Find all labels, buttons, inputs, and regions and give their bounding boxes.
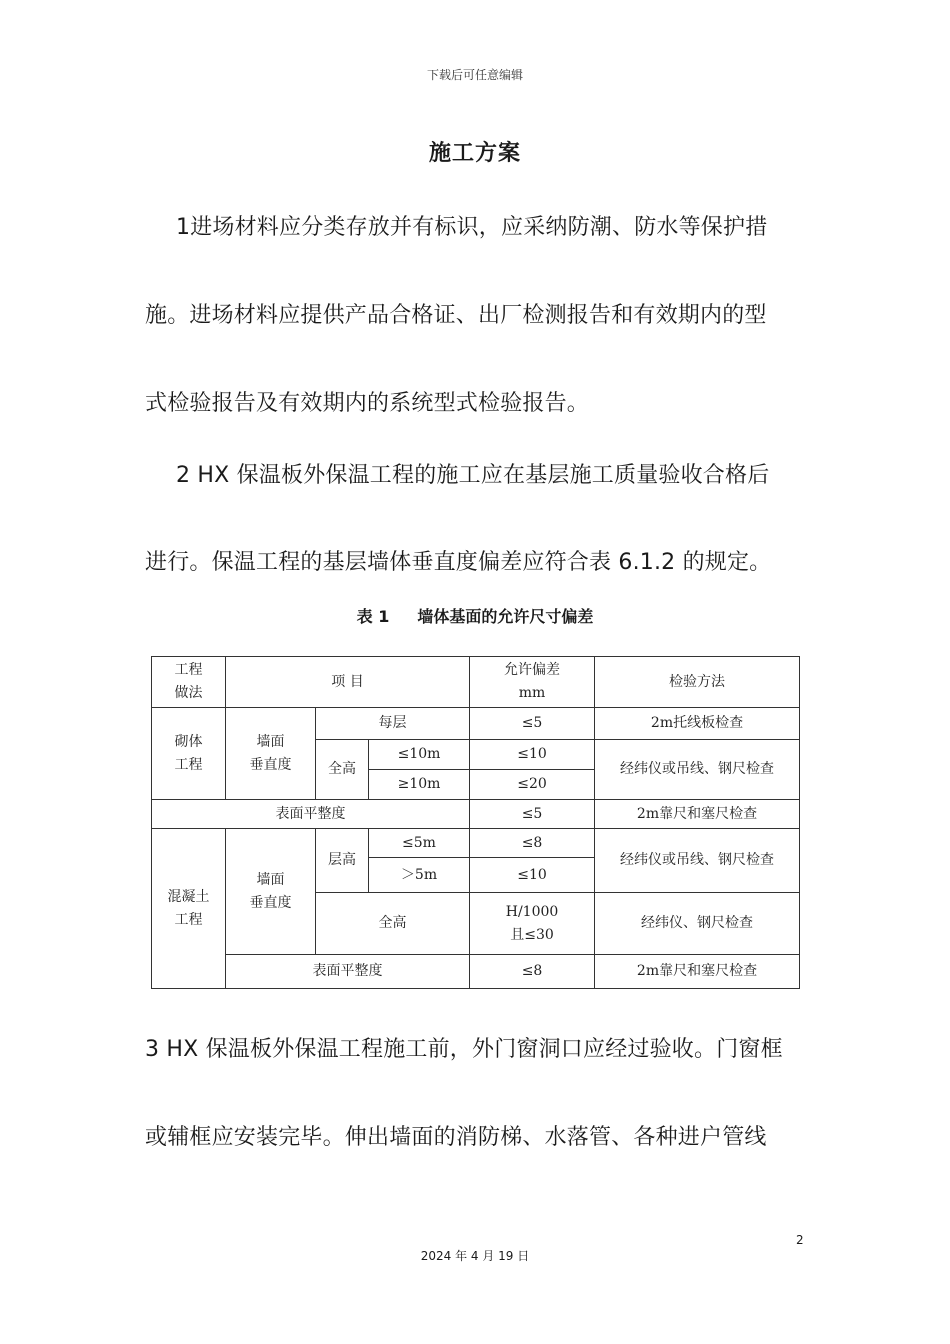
masonry-full-method: 经纬仪或吊线、钢尺检查 [595,740,800,800]
header-note: 下载后可任意编辑 [426,68,523,82]
concrete-floor-method: 经纬仪或吊线、钢尺检查 [595,829,800,893]
concrete-floor-height: 层高 [316,829,369,893]
paragraph-line: 式检验报告及有效期内的系统型式检验报告。 [145,391,590,416]
table-row [152,829,800,858]
table-caption-text: 墙体基面的允许尺寸偏差 [417,607,594,626]
concrete-flatness-method: 2m靠尺和塞尺检查 [595,955,800,989]
masonry-full-height: 全高 [316,740,369,800]
concrete-flatness: 表面平整度 [226,955,470,989]
document-title: 施工方案 [428,141,521,166]
table-row [152,708,800,740]
masonry-flatness-tol: ≤5 [470,800,595,829]
table-row [152,800,800,829]
paragraph-line: 3 HX 保温板外保温工程施工前，外门窗洞口应经过验收。门窗框 [145,1037,783,1062]
paragraph-line: 进行。保温工程的基层墙体垂直度偏差应符合表 6.1.2 的规定。 [145,550,772,575]
table-row [152,955,800,989]
paragraph-line: 或辅框应安装完毕。伸出墙面的消防梯、水落管、各种进户管线 [145,1125,767,1150]
concrete-wall-label: 墙面 垂直度 [226,829,316,955]
masonry-flatness-method: 2m靠尺和塞尺检查 [595,800,800,829]
paragraph-line: 施。进场材料应提供产品合格证、出厂检测报告和有效期内的型 [145,303,767,328]
header-item: 项 目 [226,657,470,708]
masonry-per-floor: 每层 [316,708,470,740]
page-number: 2 [796,1233,804,1247]
concrete-le5: ≤5m [369,829,470,858]
masonry-label: 砌体 工程 [152,708,226,800]
concrete-le5-tol: ≤8 [470,829,595,858]
table-header-row [152,657,800,708]
masonry-ge10-tol: ≤20 [470,770,595,800]
concrete-gt5-tol: ≤10 [470,858,595,893]
concrete-flatness-tol: ≤8 [470,955,595,989]
footer-date: 2024 年 4 月 19 日 [420,1249,530,1263]
concrete-label: 混凝土 工程 [152,829,226,989]
masonry-per-floor-method: 2m托线板检查 [595,708,800,740]
paragraph-line: 2 HX 保温板外保温工程的施工应在基层施工质量验收合格后 [176,463,770,488]
masonry-le10: ≤10m [369,740,470,770]
table-caption-number: 表 1 [356,607,390,626]
concrete-full-tol: H/1000 且≤30 [470,893,595,955]
concrete-full-height: 全高 [316,893,470,955]
paragraph-line: 1进场材料应分类存放并有标识，应采纳防潮、防水等保护措 [176,215,768,240]
masonry-per-floor-tol: ≤5 [470,708,595,740]
tolerance-table [151,656,800,989]
header-tolerance: 允许偏差 mm [470,657,595,708]
concrete-full-method: 经纬仪、钢尺检查 [595,893,800,955]
table-caption [0,604,950,627]
masonry-le10-tol: ≤10 [470,740,595,770]
masonry-wall-label: 墙面 垂直度 [226,708,316,800]
masonry-flatness: 表面平整度 [152,800,470,829]
header-category: 工程 做法 [152,657,226,708]
masonry-ge10: ≥10m [369,770,470,800]
header-method: 检验方法 [595,657,800,708]
concrete-gt5: ＞5m [369,858,470,893]
